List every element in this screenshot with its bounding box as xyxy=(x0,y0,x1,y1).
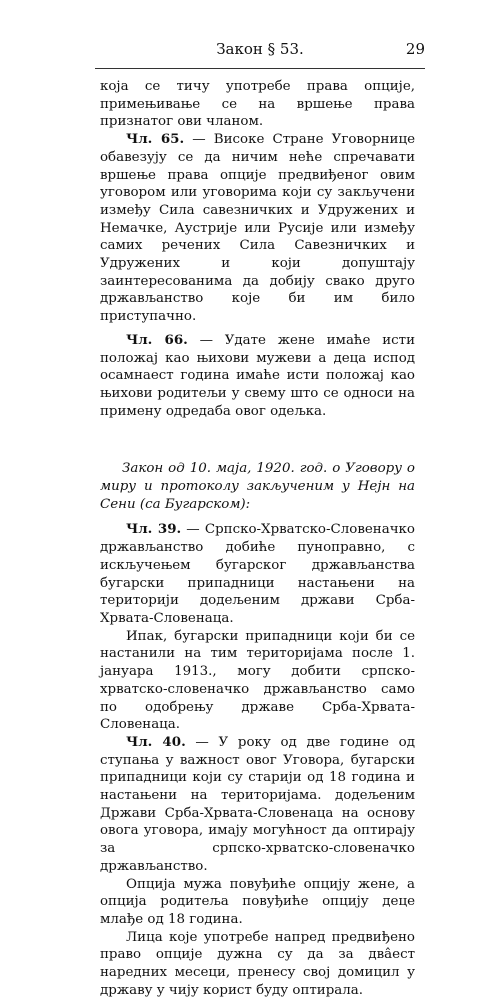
running-header xyxy=(95,40,425,62)
paragraph-text: — Удате жене имаће исти положај као њихови мужеви а деца испод осамнаест година имаће исти положај као њихови родитељи у свему што се односи на примену одредаба овог одељка. xyxy=(100,332,415,419)
article-39-continuation-paragraph xyxy=(100,628,415,734)
option-paragraph xyxy=(100,876,415,929)
paragraph-text: која се тичу употребе права опције, примењивање се на вршење права признатог ови чланом. xyxy=(100,79,415,130)
article-39-paragraph xyxy=(100,521,415,627)
paragraph-text: — Високе Стране Уговорнице обавезују се да ничим неће спречавати вршење права опције предвиђеног овим уговором или уговорима који су закључени између Сила савезничких и Удружених и Немачке, Аустрије или Русије или између самих речених Сила Савезничких и Удружених и који допуштају заинтересованима да добију свако друго држављанство које би им било приступачно. xyxy=(100,132,415,325)
article-66-paragraph xyxy=(100,332,415,421)
article-label: Чл. 65. xyxy=(126,131,185,148)
article-label: Чл. 39. xyxy=(126,521,182,538)
article-65-paragraph xyxy=(100,131,415,326)
running-header-title: Закон § 53. xyxy=(216,40,304,58)
article-40-paragraph xyxy=(100,734,415,876)
paragraph-text: Опција мужа повуђиће опцију жене, а опција родитеља повуђиће опцију деце млађе од 18 година. xyxy=(100,876,415,927)
paragraph-text: — Српско-Хрватско-Словеначко држављанство добиће пуноправно, с искључењем бугарског држављанства бугарски припадници настањени на територији додељеним држави Срба-Хрвата-Словенаца. xyxy=(100,522,415,626)
paragraph-text: Лица које употребе напред предвиђено право опције дужна су да за два̂ест наредних месеци, пренесу свој домицил у државу у чију корист буду оптирала. xyxy=(100,929,415,998)
domicile-paragraph xyxy=(100,929,415,999)
page-number: 29 xyxy=(405,40,425,58)
paragraph-text: — У року од две године од ступања у важност овог Уговора, бугарски припадници који су старији од 18 година и настањени на територијама. додељеним Држави Срба-Хрвата-Словенаца на основу овога уговора, имају могућност да оптирају за српско-хрватско-словеначко држављанство. xyxy=(100,734,415,874)
section-heading: Закон од 10. маја, 1920. год. о Уговору о миру и протоколу закљученим у Нејн на Сени (са Бугарском): xyxy=(100,461,415,512)
page-body xyxy=(100,78,415,999)
header-rule xyxy=(95,68,425,69)
article-label: Чл. 66. xyxy=(126,331,188,348)
continuation-paragraph xyxy=(100,78,415,131)
article-label: Чл. 40. xyxy=(126,733,186,750)
paragraph-text: Ипак, бугарски припадници који би се настанили на тим територијама после 1. јануара 1913., могу добити српско-хрватско-словеначко држављанство само по одобрењу државе Срба-Хрвата-Словенаца. xyxy=(100,628,415,733)
